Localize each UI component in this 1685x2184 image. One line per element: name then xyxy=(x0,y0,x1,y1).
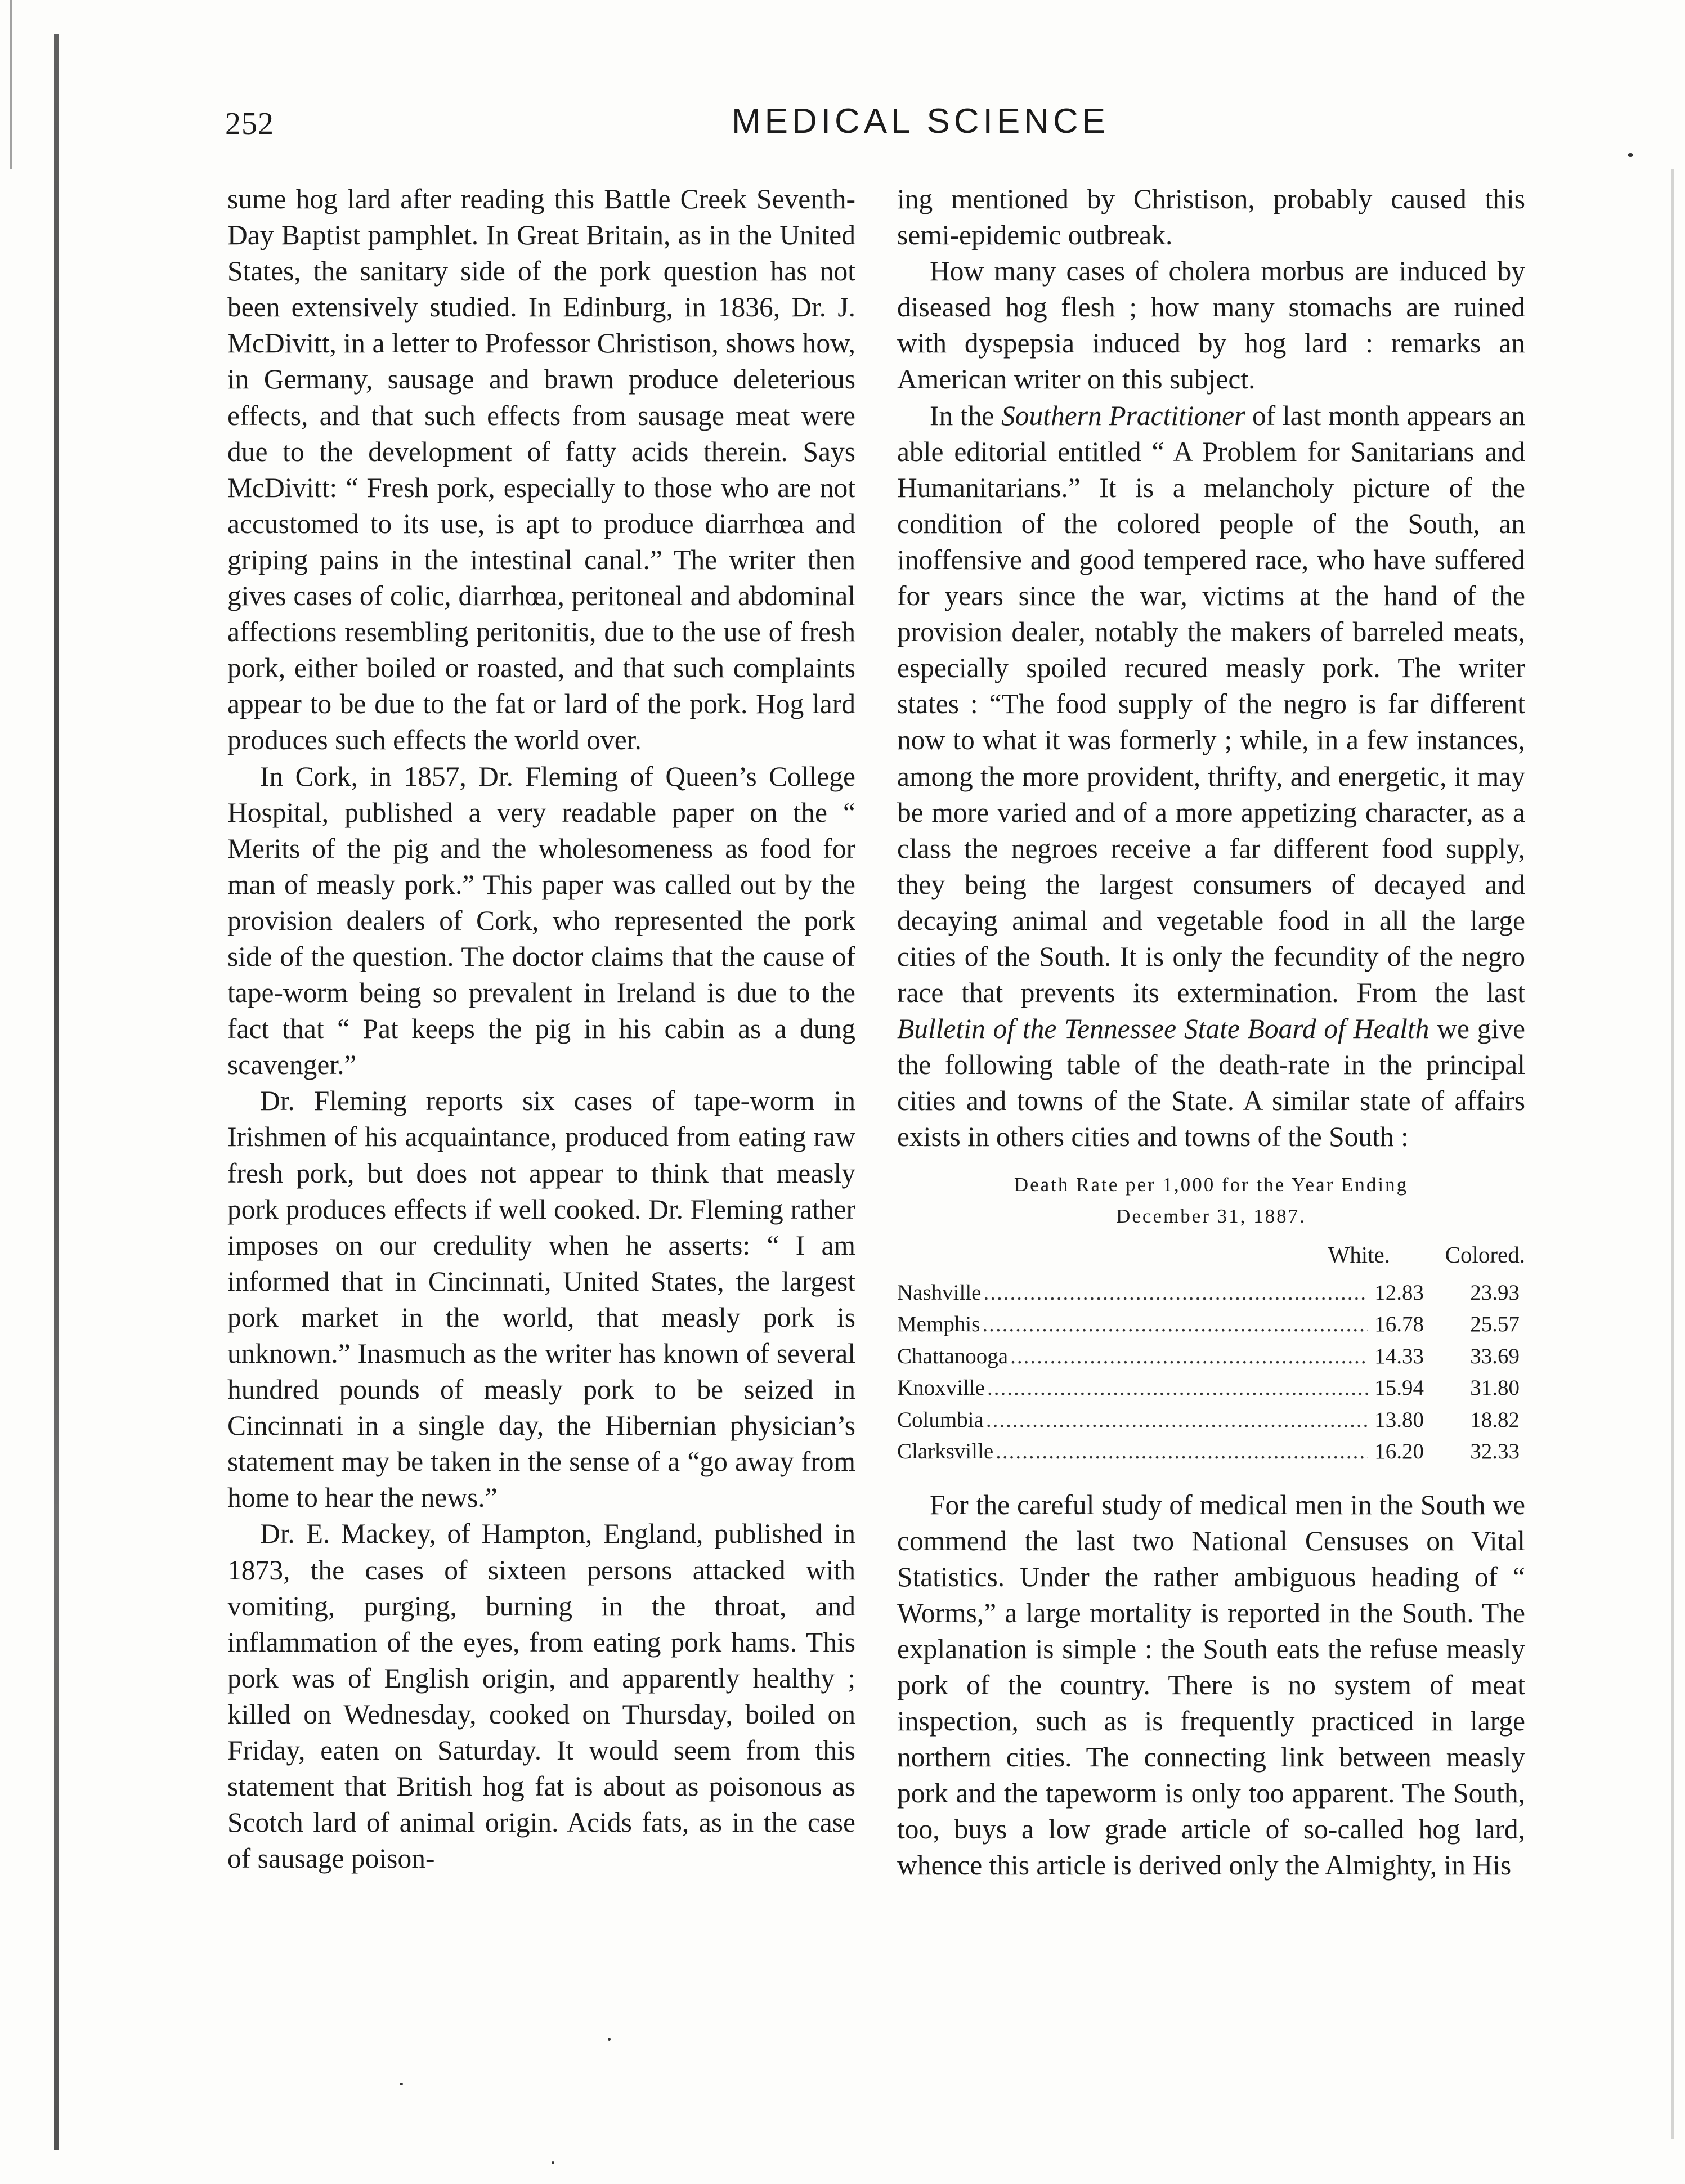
column-header-white: White. xyxy=(1328,1241,1390,1268)
right-column xyxy=(897,181,1525,1884)
table-header-row xyxy=(897,1238,1525,1272)
running-head: MEDICAL SCIENCE xyxy=(732,102,1110,141)
scan-speck xyxy=(400,2083,403,2085)
table-body xyxy=(897,1277,1525,1468)
paragraph: Dr. Fleming reports six cases of tape-worm in Irishmen of his acquaintance, produced from eating raw fresh pork, but does not appear to think that measly pork produces effects if well cooked. Dr. Fleming rather imposes on our credulity when he asserts: “ I am informed that in Cincinnati, United States, the largest pork market in the world, that measly pork is unknown.” Inasmuch as the writer has known of several hundred pounds of measly pork to be seized in Cincinnati in a single day, the Hibernian physician’s statement may be taken in the sense of a “go away from home to hear the news.” xyxy=(227,1085,855,1514)
colored-rate: 25.57 xyxy=(1470,1312,1520,1337)
paragraph: In Cork, in 1857, Dr. Fleming of Queen’s College Hospital, published a very readable paper on the “ Merits of the pig and the wholesomeness as food for man of measly pork.” This paper was called out by the provision dealers of Cork, who represented the pork side of the question. The doctor claims that the cause of tape-worm being so prevalent in Ireland is due to the fact that “ Pat keeps the pig in his cabin as a dung scavenger.” xyxy=(227,760,855,1081)
city-name: Clarksville xyxy=(897,1439,994,1464)
text-run: we give the following table of the death-rate in the principal cities and towns of the State. A similar state of affairs exists in others cities and towns of the South : xyxy=(897,1013,1525,1153)
scan-edge-mark xyxy=(10,0,12,169)
paragraph: How many cases of cholera morbus are induced by diseased hog flesh ; how many stomachs are ruined with dyspepsia induced by hog lard : remarks an American writer on this subject. xyxy=(897,256,1525,395)
scan-right-edge xyxy=(1671,169,1674,2139)
colored-rate: 23.93 xyxy=(1470,1280,1520,1305)
leader-dots xyxy=(982,1309,1368,1341)
scan-speck xyxy=(1628,153,1633,157)
column-header-colored: Colored. xyxy=(1445,1241,1525,1268)
leader-dots xyxy=(987,1372,1368,1404)
scan-speck xyxy=(608,2038,611,2041)
paragraph: For the careful study of medical men in the South we commend the last two National Censuses on Vital Statistics. Under the rather ambiguous heading of “ Worms,” a large mortality is reported in the South. The explanation is simple : the South eats the refuse measly pork of the country. There is no system of meat inspection, such as is frequently practiced in large northern cities. The connecting link between measly pork and the tapeworm is only too apparent. The South, too, buys a low grade article of so-called hog lard, whence this article is derived only the Almighty, in His xyxy=(897,1489,1525,1881)
table-row xyxy=(897,1277,1525,1309)
white-rate: 15.94 xyxy=(1374,1376,1424,1400)
paragraph: Dr. E. Mackey, of Hampton, England, published in 1873, the cases of sixteen persons attacked with vomiting, purging, burning in the throat, and inflammation of the eyes, from eating pork hams. This pork was of English origin, and apparently healthy ; killed on Wednesday, cooked on Thursday, boiled on Friday, eaten on Saturday. It would seem from this statement that British hog fat is about as poisonous as Scotch lard of animal origin. Acids fats, as in the case of sausage poison- xyxy=(227,1518,855,1874)
colored-rate: 31.80 xyxy=(1470,1376,1520,1400)
leader-dots xyxy=(1010,1341,1368,1373)
page-number: 252 xyxy=(225,106,274,141)
leader-dots xyxy=(996,1436,1368,1468)
colored-rate: 33.69 xyxy=(1470,1344,1520,1368)
paragraph xyxy=(897,398,1525,1156)
table-title xyxy=(897,1169,1525,1232)
text-run: of last month appears an able editorial entitled “ A Problem for Sanitarians and Humanitarians.” It is a melancholy picture of the condition of the colored people of the South, an inoffensive and good tempered race, who have suffered for years since the war, victims at the hand of the provision dealer, notably the makers of barreled meats, especially spoiled recured measly pork. The writer states : “The food supply of the negro is far different now to what it was formerly ; while, in a few instances, among the more provident, thrifty, and energetic, it may be more varied and of a more appetizing character, as a class the negroes receive a far different food supply, they being the largest consumers of decayed and decaying animal and vegetable food in all the large cities of the South. It is only the fecundity of the negro race that prevents its extermination. From the last xyxy=(897,400,1525,1009)
scan-binding-edge xyxy=(54,34,59,2150)
city-name: Nashville xyxy=(897,1280,982,1305)
city-name: Knoxville xyxy=(897,1376,985,1400)
journal-title: Southern Practitioner xyxy=(1001,400,1245,431)
table-row xyxy=(897,1309,1525,1341)
white-rate: 16.78 xyxy=(1374,1312,1424,1337)
leader-dots xyxy=(986,1404,1368,1436)
death-rate-table xyxy=(897,1169,1525,1468)
city-name: Memphis xyxy=(897,1312,980,1337)
paragraph: sume hog lard after reading this Battle Creek Seventh-Day Baptist pamphlet. In Great Britain, as in the United States, the sanitary side of the pork question has not been extensively studied. In Edinburg, in 1836, Dr. J. McDivitt, in a letter to Professor Christison, shows how, in Germany, sausage and brawn produce deleterious effects, and that such effects from sausage meat were due to the development of fatty acids therein. Says McDivitt: “ Fresh pork, especially to those who are not accustomed to its use, is apt to produce diarrhœa and griping pains in the intestinal canal.” The writer then gives cases of colic, diarrhœa, peritoneal and abdominal affections resembling peritonitis, due to the use of fresh pork, either boiled or roasted, and that such complaints appear to be due to the fat or lard of the pork. Hog lard produces such effects the world over. xyxy=(227,184,855,756)
bulletin-title: Bulletin of the Tennessee State Board of Health xyxy=(897,1013,1429,1045)
paragraph: ing mentioned by Christison, probably caused this semi-epidemic outbreak. xyxy=(897,184,1525,251)
table-row xyxy=(897,1341,1525,1373)
table-title-line: Death Rate per 1,000 for the Year Ending xyxy=(1014,1173,1409,1196)
scan-speck xyxy=(552,2161,554,2164)
city-name: Columbia xyxy=(897,1407,984,1432)
table-title-line: December 31, 1887. xyxy=(1116,1205,1306,1227)
table-row xyxy=(897,1436,1525,1468)
white-rate: 12.83 xyxy=(1374,1280,1424,1305)
table-row xyxy=(897,1404,1525,1436)
left-column xyxy=(227,181,855,1877)
leader-dots xyxy=(983,1277,1368,1309)
colored-rate: 32.33 xyxy=(1470,1439,1520,1464)
text-run: In the xyxy=(930,400,1002,431)
city-name: Chattanooga xyxy=(897,1344,1009,1368)
table-row xyxy=(897,1372,1525,1404)
white-rate: 16.20 xyxy=(1374,1439,1424,1464)
white-rate: 13.80 xyxy=(1374,1407,1424,1432)
white-rate: 14.33 xyxy=(1374,1344,1424,1368)
colored-rate: 18.82 xyxy=(1470,1407,1520,1432)
